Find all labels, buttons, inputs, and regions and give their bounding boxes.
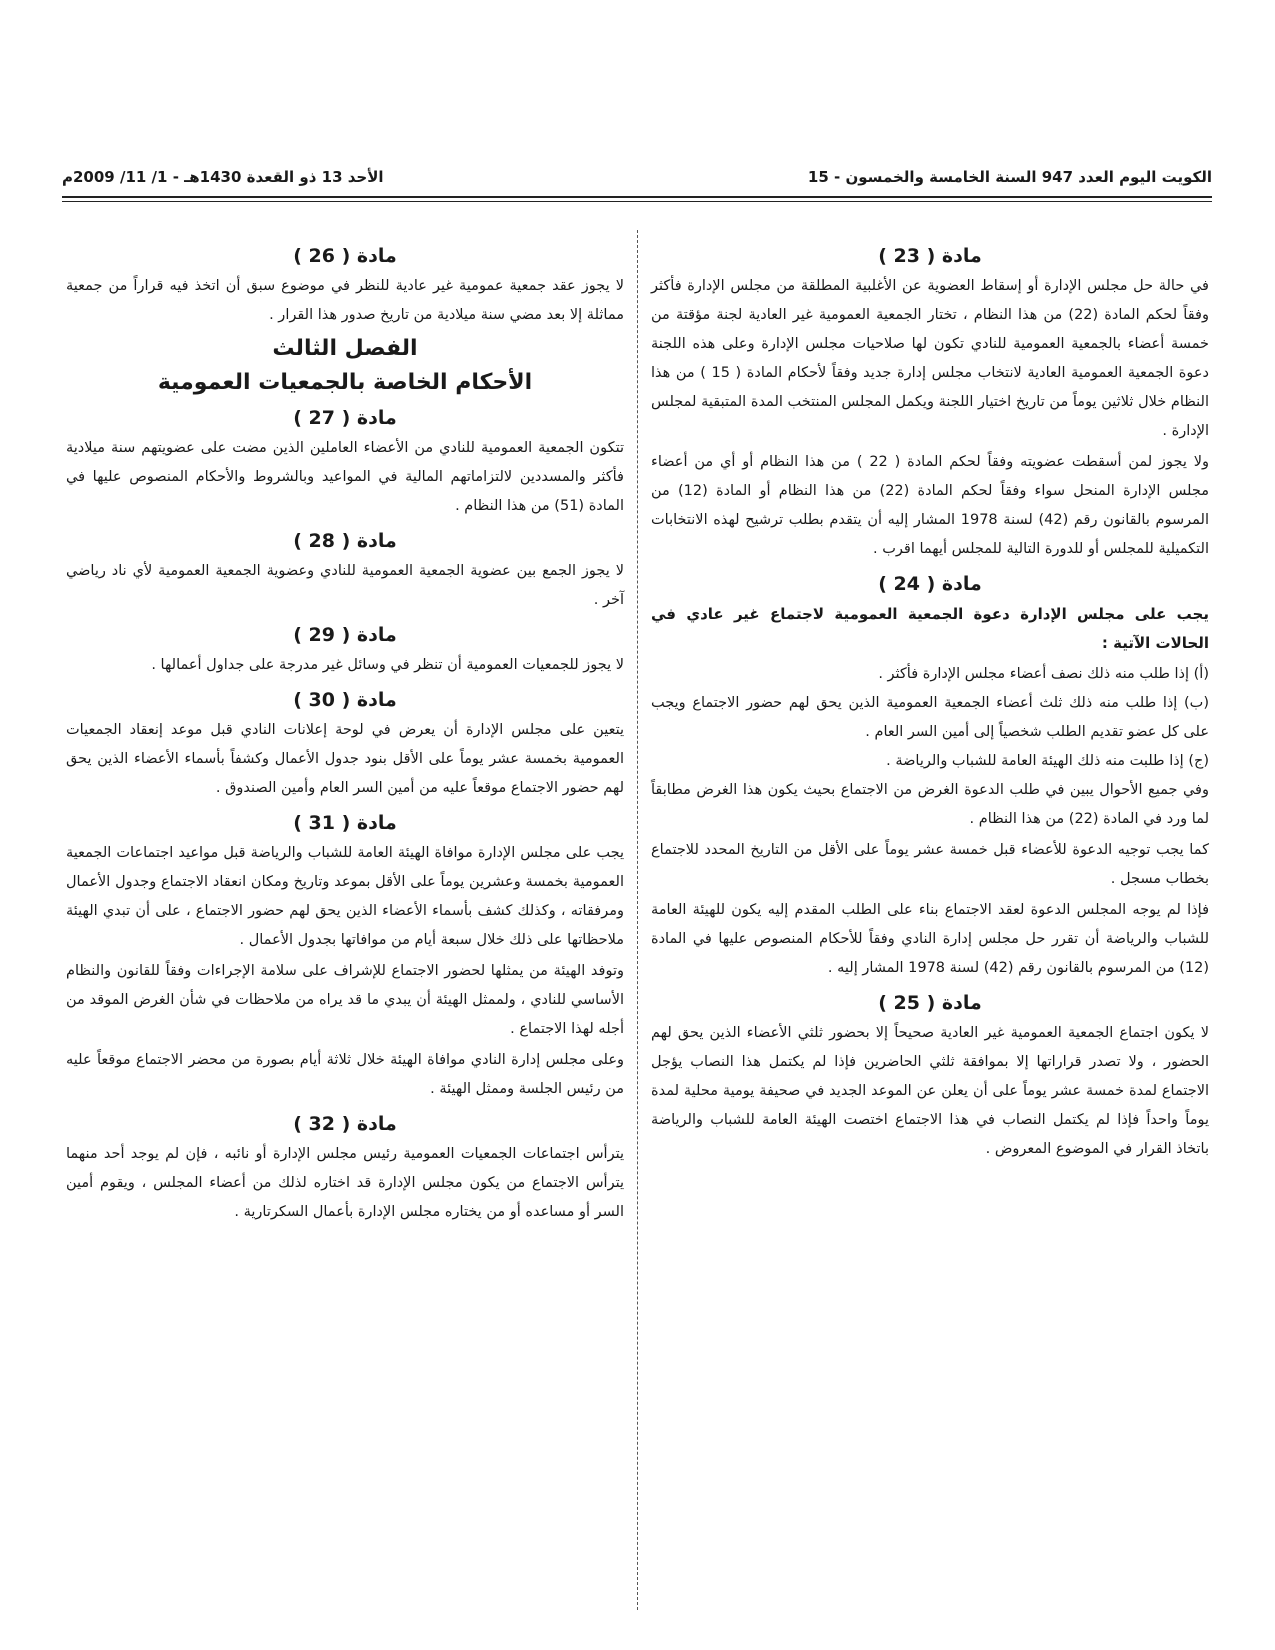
right-column — [651, 236, 1209, 1166]
column-divider — [637, 230, 638, 1610]
article-23-paragraph-2: ولا يجوز لمن أسقطت عضويته وفقاً لحكم المادة ( 22 ) من هذا النظام أو أي من أعضاء مجلس الإدارة المنحل سواء وفقاً لحكم المادة (22) من هذا النظام أو المادة (12) من المرسوم بالقانون رقم (42) لسنة 1978 المشار إليه أن يتقدم بطلب ترشيح لهذه الانتخابات التكميلية للمجلس أو للدورة التالية للمجلس أيهما اقرب . — [651, 454, 1210, 557]
article-28-title: مادة ( 28 ) — [293, 530, 397, 552]
article-24-paragraph-4: فإذا لم يوجه المجلس الدعوة لعقد الاجتماع بناء على الطلب المقدم إليه يكون للهيئة العامة للشباب والرياضة أن تقرر حل مجلس إدارة النادي وفقاً للأحكام المنصوص عليها في المادة (12) من المرسوم بالقانون رقم (42) لسنة 1978 المشار إليه . — [651, 902, 1209, 976]
article-32-paragraph-1: يترأس اجتماعات الجمعيات العمومية رئيس مجلس الإدارة أو نائبه ، فإن لم يوجد أحد منهما يترأس الاجتماع من يكون مجلس الإدارة قد اختاره لذلك من أعضاء المجلس ، ويقوم أمين السر أو مساعده أو من يختاره مجلس الإدارة بأعمال السكرتارية . — [66, 1146, 624, 1220]
header-rule-thin — [62, 201, 1212, 202]
header-publication-info: الكويت اليوم العدد 947 السنة الخامسة والخمسون - 15 — [807, 168, 1212, 186]
article-30-paragraph-1: يتعين على مجلس الإدارة أن يعرض في لوحة إعلانات النادي قبل موعد إنعقاد الجمعيات العمومية بخمسة عشر يوماً على الأقل بنود جدول الأعمال وكشفاً بأسماء الأعضاء الذين يحق لهم حضور الاجتماع موقعاً عليه من أمين السر العام وأمين الصندوق . — [66, 722, 624, 796]
article-23-paragraph-1: في حالة حل مجلس الإدارة أو إسقاط العضوية عن الأغلبية المطلقة من مجلس الإدارة فأكثر وفقاً لحكم المادة (22) من هذا النظام ، تختار الجمعية العمومية غير العادية لجنة مؤقتة من خمسة أعضاء بالجمعية العمومية للنادي تكون لها صلاحيات مجلس الإدارة وعلى هذه اللجنة دعوة الجمعية العمومية العادية لانتخاب مجلس إدارة جديد وفقاً لأحكام المادة ( 15 ) من هذا النظام خلال ثلاثين يوماً من تاريخ اختيار اللجنة ويكمل المجلس المنتخب المدة المتبقية لمجلس الإدارة . — [651, 278, 1210, 439]
article-24-intro: يجب على مجلس الإدارة دعوة الجمعية العمومية لاجتماع غير عادي في الحالات الآتية : — [651, 605, 1209, 652]
article-31-paragraph-3: وعلى مجلس إدارة النادي موافاة الهيئة خلال ثلاثة أيام بصورة من محضر الاجتماع موقعاً عليه من رئيس الجلسة وممثل الهيئة . — [66, 1052, 624, 1097]
header-date: الأحد 13 ذو القعدة 1430هـ - 1/ 11/ 2009م — [62, 168, 384, 186]
article-24-title: مادة ( 24 ) — [878, 573, 982, 595]
article-24-paragraph-2: وفي جميع الأحوال يبين في طلب الدعوة الغرض من الاجتماع بحيث يكون هذا الغرض مطابقاً لما ورد في المادة (22) من هذا النظام . — [651, 782, 1209, 827]
page-header — [62, 160, 1212, 194]
article-26-title: مادة ( 26 ) — [293, 245, 397, 267]
article-31-paragraph-1: يجب على مجلس الإدارة موافاة الهيئة العامة للشباب والرياضة قبل مواعيد اجتماعات الجمعية العمومية بخمسة وعشرين يوماً على الأقل بموعد وتاريخ ومكان انعقاد الاجتماع وجدول الأعمال ومرفقاته ، وكذلك كشف بأسماء الأعضاء الذين يحق لهم حضور الاجتماع ، على أن تبدي الهيئة ملاحظاتها على ذلك خلال سبعة أيام من موافاتها بجدول الأعمال . — [66, 845, 624, 948]
article-25-title: مادة ( 25 ) — [878, 992, 982, 1014]
article-29-title: مادة ( 29 ) — [293, 624, 397, 646]
article-24-item-b: (ب) إذا طلب منه ذلك ثلث أعضاء الجمعية العمومية الذين يحق لهم حضور الاجتماع ويجب على كل عضو تقديم الطلب شخصياً إلى أمين السر العام . — [651, 695, 1209, 740]
article-24-item-a: (أ) إذا طلب منه ذلك نصف أعضاء مجلس الإدارة فأكثر . — [878, 666, 1209, 682]
article-31-paragraph-2: وتوفد الهيئة من يمثلها لحضور الاجتماع للإشراف على سلامة الإجراءات وفقاً للقانون والنظام الأساسي للنادي ، ولممثل الهيئة أن يبدي ما قد يراه من ملاحظات في شأن الغرض الموقد من أجله لهذا الاجتماع . — [66, 963, 624, 1037]
article-24-item-c: (ج) إذا طلبت منه ذلك الهيئة العامة للشباب والرياضة . — [886, 753, 1209, 769]
article-30-title: مادة ( 30 ) — [293, 689, 397, 711]
article-24-paragraph-3: كما يجب توجيه الدعوة للأعضاء قبل خمسة عشر يوماً على الأقل من التاريخ المحدد للاجتماع بخطاب مسجل . — [651, 842, 1209, 887]
chapter-subtitle: الأحكام الخاصة بالجمعيات العمومية — [157, 370, 533, 395]
article-23-title: مادة ( 23 ) — [878, 245, 982, 267]
article-29-paragraph-1: لا يجوز للجمعيات العمومية أن تنظر في وسائل غير مدرجة على جداول أعمالها . — [151, 657, 624, 673]
chapter-title: الفصل الثالث — [272, 336, 418, 361]
article-26-paragraph-1: لا يجوز عقد جمعية عمومية غير عادية للنظر في موضوع سبق أن اتخذ فيه قراراً من جمعية مماثلة إلا بعد مضي سنة ميلادية من تاريخ صدور هذا القرار . — [66, 278, 624, 323]
header-rule — [62, 196, 1212, 198]
left-column — [66, 236, 624, 1229]
article-27-paragraph-1: تتكون الجمعية العمومية للنادي من الأعضاء العاملين الذين مضت على عضويتهم سنة ميلادية فأكثر والمسددين لالتزاماتهم المالية في المواعيد وبالشروط والأحكام المنصوص عليها في المادة (51) من هذا النظام . — [66, 440, 624, 514]
article-25-paragraph-1: لا يكون اجتماع الجمعية العمومية غير العادية صحيحاً إلا بحضور ثلثي الأعضاء الذين يحق لهم الحضور ، ولا تصدر قراراتها إلا بموافقة ثلثي الحاضرين فإذا لم يكتمل هذا النصاب يؤجل الاجتماع لمدة خمسة عشر يوماً على أن يعلن عن الموعد الجديد في صحيفة يومية محلية لمدة يوماً واحداً فإذا لم يكتمل النصاب في هذا الاجتماع اختصت الهيئة العامة للشباب والرياضة باتخاذ القرار في الموضوع المعروض . — [651, 1025, 1209, 1157]
article-31-title: مادة ( 31 ) — [293, 812, 397, 834]
article-28-paragraph-1: لا يجوز الجمع بين عضوية الجمعية العمومية للنادي وعضوية الجمعية العمومية لأي ناد رياضي آخر . — [66, 563, 624, 608]
article-27-title: مادة ( 27 ) — [293, 407, 397, 429]
article-32-title: مادة ( 32 ) — [293, 1113, 397, 1135]
